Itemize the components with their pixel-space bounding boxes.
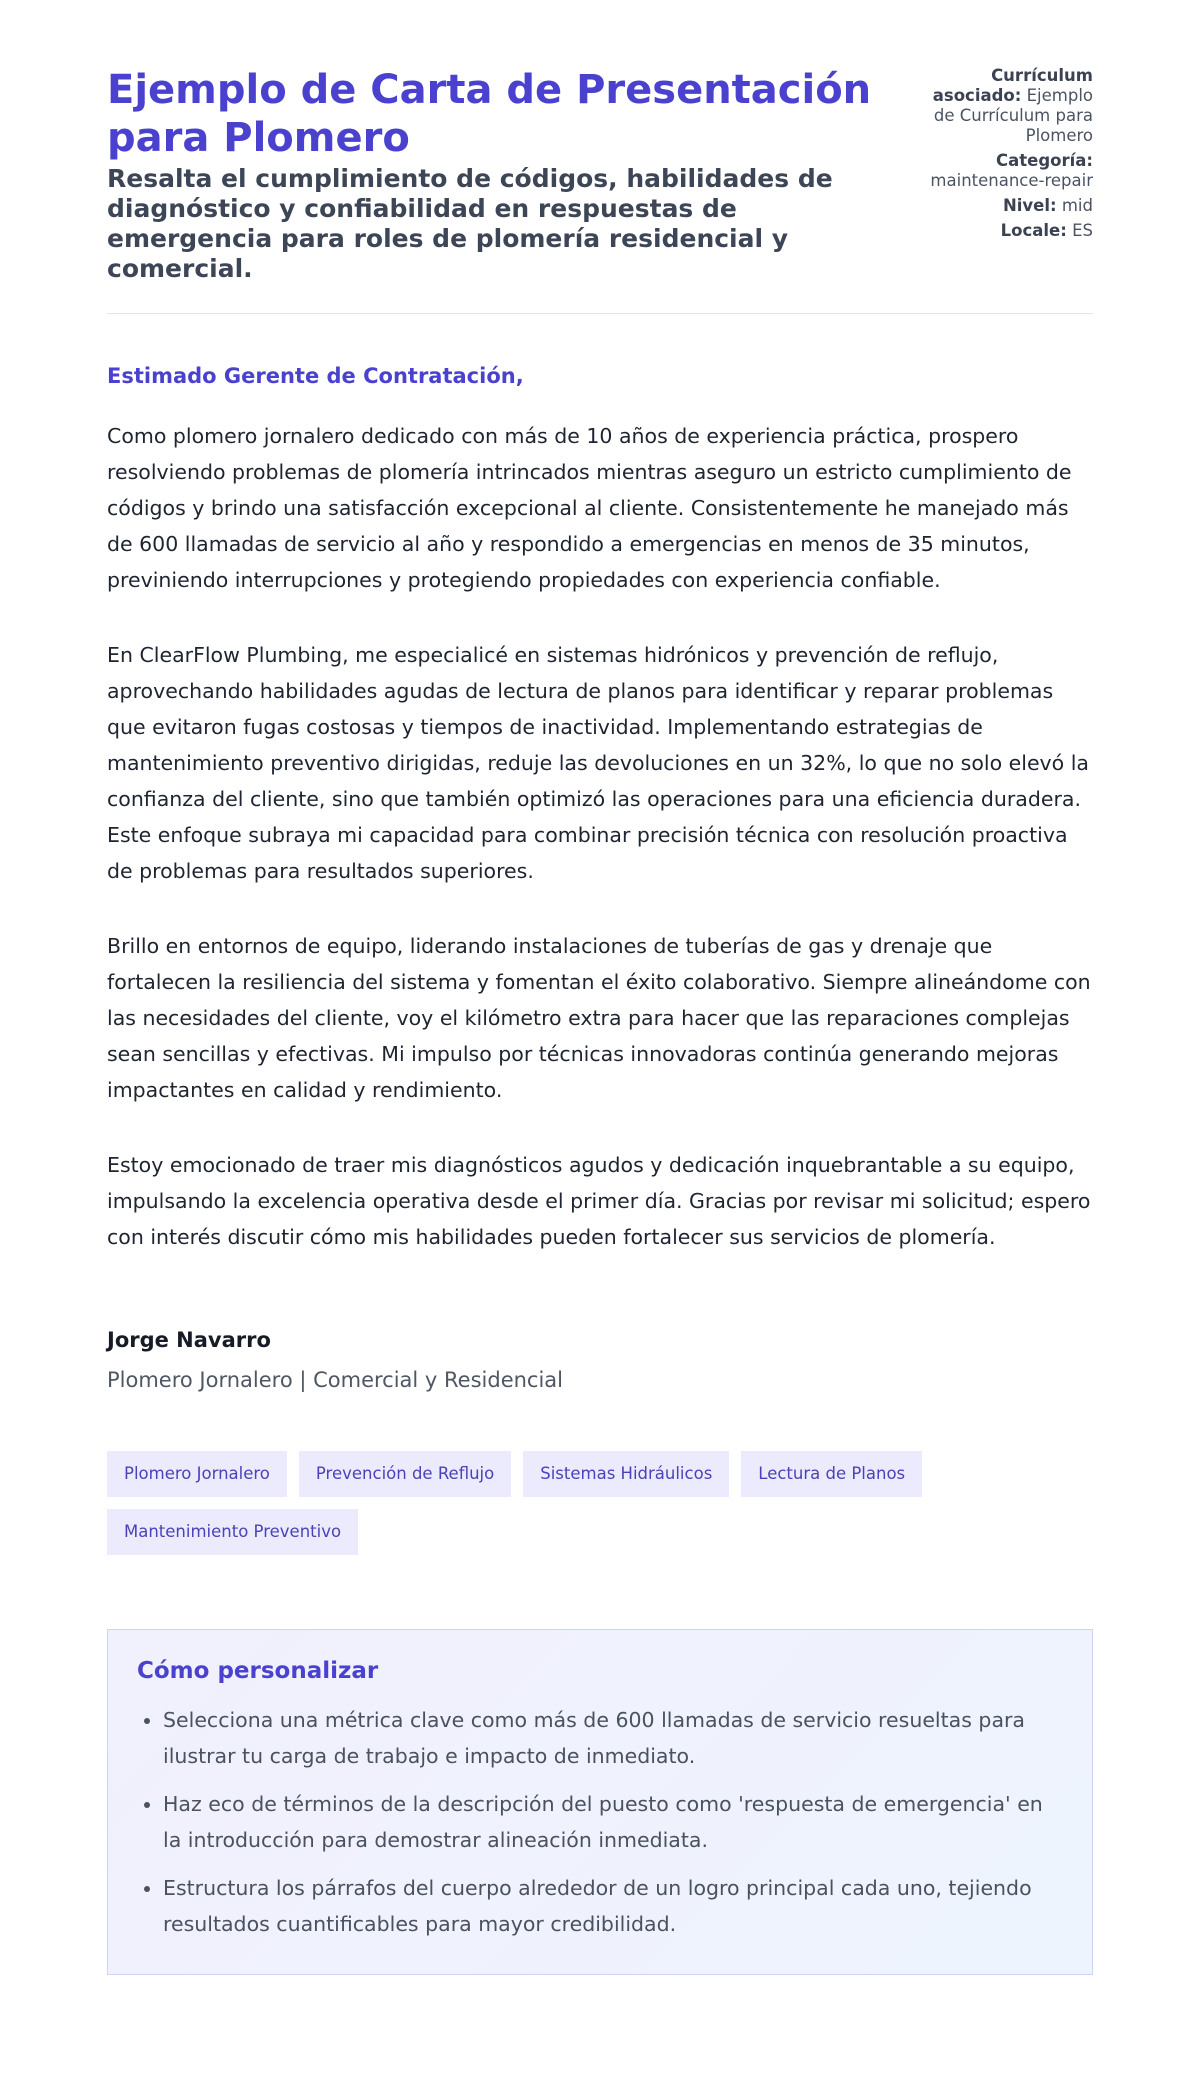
- keyword-tag: Prevención de Reflujo: [299, 1451, 511, 1497]
- tip-item: • Haz eco de términos de la descripción del puesto como 'respuesta de emergencia' en la introducción para demostrar alineación inmediata.: [163, 1786, 1063, 1858]
- meta-panel: [913, 66, 1093, 246]
- meta-category: [913, 151, 1093, 191]
- page-title: Ejemplo de Carta de Presentación para Plomero: [107, 67, 872, 161]
- letter-paragraph: Estoy emocionado de traer mis diagnósticos agudos y dedicación inquebrantable a su equipo, impulsando la excelencia operativa desde el primer día. Gracias por revisar mi solicitud; espero con interés discutir cómo mis habilidades pueden fortalecer sus servicios de plomería.: [107, 1153, 1091, 1249]
- signature-title: Plomero Jornalero | Comercial y Residencial: [107, 1368, 564, 1392]
- meta-resume-label: Currículum asociado:: [932, 66, 1093, 105]
- meta-locale-value: ES: [1072, 221, 1093, 240]
- meta-level-value: mid: [1061, 196, 1093, 215]
- tip-item: • Selecciona una métrica clave como más de 600 llamadas de servicio resueltas para ilustrar tu carga de trabajo e impacto de inmediato.: [163, 1702, 1063, 1774]
- meta-locale-label: Locale:: [1000, 221, 1067, 240]
- salutation: Estimado Gerente de Contratación,: [107, 364, 524, 388]
- tips-title: Cómo personalizar: [137, 1658, 379, 1684]
- letter-paragraph: En ClearFlow Plumbing, me especialicé en sistemas hidrónicos y prevención de reflujo, aprovechando habilidades agudas de lectura de planos para identificar y reparar problemas que evitaron fugas costosas y tiempos de inactividad. Implementando estrategias de mantenimiento preventivo dirigidas, reduje las devoluciones en un 32%, lo que no solo elevó la confianza del cliente, sino que también optimizó las operaciones para una eficiencia duradera. Este enfoque subraya mi capacidad para combinar precisión técnica con resolución proactiva de problemas para resultados superiores.: [107, 643, 1089, 883]
- page-header: [107, 0, 1093, 314]
- letter-body: [107, 362, 1093, 1394]
- signature-name: Jorge Navarro: [107, 1328, 271, 1352]
- keyword-tags: [107, 1451, 1093, 1555]
- meta-locale: [913, 221, 1093, 241]
- meta-resume: [913, 66, 1093, 146]
- customization-tips: [107, 1629, 1093, 1975]
- meta-resume-value: Ejemplo de Currículum para Plomero: [933, 86, 1093, 145]
- keyword-tag: Mantenimiento Preventivo: [107, 1509, 358, 1555]
- keyword-tag: Sistemas Hidráulicos: [523, 1451, 729, 1497]
- page-subtitle: Resalta el cumplimiento de códigos, habilidades de diagnóstico y confiabilidad en respuestas de emergencia para roles de plomería residencial y comercial.: [107, 164, 833, 283]
- tips-list: [137, 1702, 1063, 1942]
- letter-paragraph: Como plomero jornalero dedicado con más de 10 años de experiencia práctica, prospero resolviendo problemas de plomería intrincados mientras aseguro un estricto cumplimiento de códigos y brindo una satisfacción excepcional al cliente. Consistentemente he manejado más de 600 llamadas de servicio al año y respondido a emergencias en menos de 35 minutos, previniendo interrupciones y protegiendo propiedades con experiencia confiable.: [107, 424, 1072, 592]
- meta-level-label: Nivel:: [1002, 196, 1057, 215]
- meta-level: [913, 196, 1093, 216]
- letter-paragraphs: [107, 418, 1093, 1255]
- letter-paragraph: Brillo en entornos de equipo, liderando instalaciones de tuberías de gas y drenaje que fortalecen la resiliencia del sistema y fomentan el éxito colaborativo. Siempre alineándome con las necesidades del cliente, voy el kilómetro extra para hacer que las reparaciones complejas sean sencillas y efectivas. Mi impulso por técnicas innovadoras continúa generando mejoras impactantes en calidad y rendimiento.: [107, 934, 1091, 1102]
- meta-category-value: maintenance-repair: [930, 171, 1093, 190]
- keyword-tag: Plomero Jornalero: [107, 1451, 287, 1497]
- keyword-tag: Lectura de Planos: [741, 1451, 922, 1497]
- meta-category-label: Categoría:: [996, 151, 1093, 170]
- tip-item: • Estructura los párrafos del cuerpo alrededor de un logro principal cada uno, tejiendo resultados cuantificables para mayor credibilidad.: [163, 1870, 1063, 1942]
